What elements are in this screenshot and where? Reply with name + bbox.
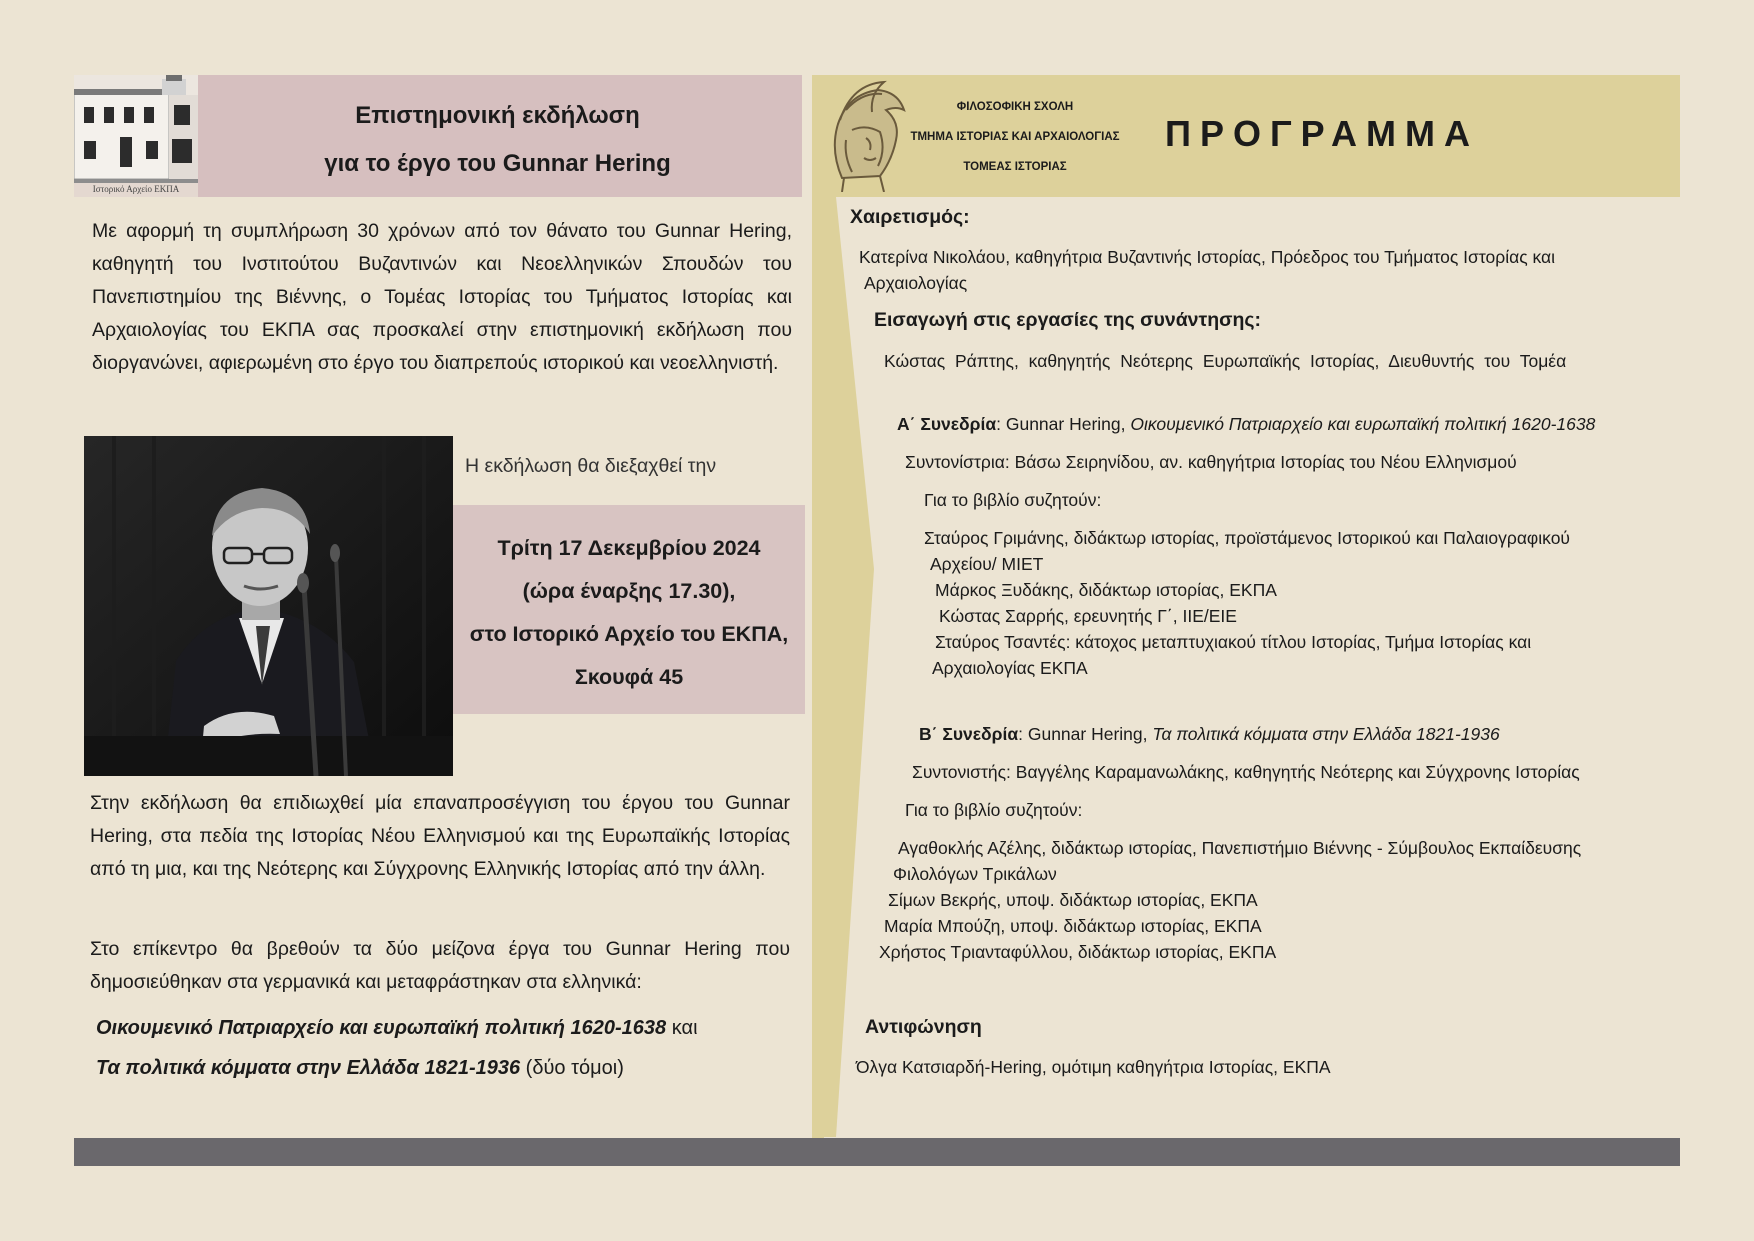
session-a-label: Α΄ Συνεδρία (897, 414, 997, 434)
session-b-book: Τα πολιτικά κόμματα στην Ελλάδα 1821-1936 (1152, 724, 1500, 744)
athena-emblem-icon (822, 80, 910, 192)
session-a-title (897, 411, 1595, 437)
session-b-discussant-3: Μαρία Μπούζη, υποψ. διδάκτωρ ιστορίας, ΕΚΠΑ (884, 916, 1262, 936)
session-a-discussant-3: Κώστας Σαρρής, ερευνητής Γ΄, ΙΙΕ/ΕΙΕ (939, 606, 1237, 626)
event-address: Σκουφά 45 (574, 665, 684, 689)
book-1-suffix: και (666, 1017, 698, 1039)
response-speaker: Όλγα Κατσιαρδή-Hering, ομότιμη καθηγήτρια Ιστορίας, ΕΚΠΑ (856, 1057, 1331, 1077)
event-date-details (453, 527, 805, 699)
greetings-speaker: Κατερίνα Νικολάου, καθηγήτρια Βυζαντινής Ιστορίας, Πρόεδρος του Τμήματος Ιστορίας και (859, 247, 1556, 267)
session-a-discussant-1-cont: Αρχείου/ ΜΙΕΤ (930, 554, 1044, 574)
book-2 (96, 1048, 624, 1088)
session-b-discussant-2: Σίμων Βεκρής, υποψ. διδάκτωρ ιστορίας, ΕΚΠΑ (888, 890, 1258, 910)
book-2-title: Τα πολιτικά κόμματα στην Ελλάδα 1821-1936 (96, 1057, 521, 1079)
description-paragraph-2: Στο επίκεντρο θα βρεθούν τα δύο μείζονα έργα του Gunnar Hering που δημοσιεύθηκαν στα γερμανικά και μεταφράστηκαν στα ελληνικά: (90, 938, 790, 993)
book-2-suffix: (δύο τόμοι) (520, 1057, 624, 1079)
event-title-line2: για το έργο του Gunnar Hering (324, 150, 671, 177)
response-heading: Αντιφώνηση (865, 1016, 982, 1038)
session-b-chair: Συντονιστής: Βαγγέλης Καραμανωλάκης, καθηγητής Νεότερης και Σύγχρονης Ιστορίας (912, 762, 1580, 782)
intro-paragraph: Με αφορμή τη συμπλήρωση 30 χρόνων από τον θάνατο του Gunnar Hering, καθηγητή του Ινστιτούτου Βυζαντινών και Νεοελληνικών Σπουδών του Πανεπιστημίου της Βιέννης, ο Τομέας Ιστορίας του Τμήματος Ιστορίας και Αρχαιολογίας του ΕΚΠΑ σας προσκαλεί στην επιστημονική εκδήλωση που διοργανώνει, αφιερωμένη στο έργο του διαπρεπούς ιστορικού και νεοελληνιστή. (92, 220, 792, 374)
book-1-title: Οικουμενικό Πατριαρχείο και ευρωπαϊκή πολιτική 1620-1638 (96, 1017, 667, 1039)
panel-divider (812, 75, 824, 1138)
event-title-line1: Επιστημονική εκδήλωση (355, 102, 640, 129)
session-b-label: Β΄ Συνεδρία (919, 724, 1019, 744)
event-held-text: Η εκδήλωση θα διεξαχθεί την (465, 455, 717, 477)
intro-heading: Εισαγωγή στις εργασίες της συνάντησης: (874, 309, 1262, 331)
session-a-book: Οικουμενικό Πατριαρχείο και ευρωπαϊκή πολιτική 1620-1638 (1130, 414, 1596, 434)
session-b-discussants-heading: Για το βιβλίο συζητούν: (905, 800, 1083, 820)
greetings-heading: Χαιρετισμός: (850, 206, 970, 228)
programme-title: ΠΡΟΓΡΑΜΜΑ (1165, 113, 1479, 154)
intro-speaker: Κώστας Ράπτης, καθηγητής Νεότερης Ευρωπαϊκής Ιστορίας, Διευθυντής του Τομέα (884, 351, 1567, 371)
session-a-author: : Gunnar Hering, (996, 414, 1131, 434)
session-b-discussant-4: Χρήστος Τριανταφύλλου, διδάκτωρ ιστορίας, ΕΚΠΑ (879, 942, 1277, 962)
department-name: ΤΜΗΜΑ ΙΣΤΟΡΙΑΣ ΚΑΙ ΑΡΧΑΙΟΛΟΓΙΑΣ (910, 131, 1120, 143)
session-a-discussants-heading: Για το βιβλίο συζητούν: (924, 490, 1102, 510)
section-name: ΤΟΜΕΑΣ ΙΣΤΟΡΙΑΣ (963, 161, 1067, 173)
session-a-discussant-4-cont: Αρχαιολογίας ΕΚΠΑ (932, 658, 1088, 678)
session-b-author: : Gunnar Hering, (1018, 724, 1153, 744)
session-b-title (919, 721, 1500, 747)
session-b-discussant-1-cont: Φιλολόγων Τρικάλων (893, 864, 1057, 884)
greetings-speaker-cont: Αρχαιολογίας (864, 273, 968, 293)
decorative-wedge (824, 197, 874, 1137)
event-venue: στο Ιστορικό Αρχείο του ΕΚΠΑ, (469, 622, 789, 646)
event-title (220, 92, 775, 188)
session-b-discussant-1: Αγαθοκλής Αζέλης, διδάκτωρ ιστορίας, Πανεπιστήμιο Βιέννης - Σύμβουλος Εκπαίδευσης (898, 838, 1582, 858)
footer-bar (74, 1138, 1680, 1166)
logo-caption: Ιστορικό Αρχείο ΕΚΠΑ (92, 184, 180, 194)
faculty-name: ΦΙΛΟΣΟΦΙΚΗ ΣΧΟΛΗ (956, 101, 1074, 113)
session-a-chair: Συντονίστρια: Βάσω Σειρηνίδου, αν. καθηγήτρια Ιστορίας του Νέου Ελληνισμού (905, 452, 1517, 472)
description-paragraph-1: Στην εκδήλωση θα επιδιωχθεί μία επαναπροσέγγιση του έργου του Gunnar Hering, στα πεδία της Ιστορίας Νέου Ελληνισμού και της Ευρωπαϊκής Ιστορίας από τη μια, και της Νεότερης και Σύγχρονης Ελληνικής Ιστορίας από την άλλη. (90, 792, 790, 880)
book-1 (96, 1008, 698, 1048)
session-a-discussant-4: Σταύρος Τσαντές: κάτοχος μεταπτυχιακού τίτλου Ιστορίας, Τμήμα Ιστορίας και (935, 632, 1532, 652)
archive-building-logo (74, 75, 198, 197)
event-date: Τρίτη 17 Δεκεμβρίου 2024 (497, 536, 761, 560)
gunnar-hering-photo (84, 436, 453, 776)
session-a-discussant-2: Μάρκος Ξυδάκης, διδάκτωρ ιστορίας, ΕΚΠΑ (935, 580, 1277, 600)
faculty-block (900, 92, 1130, 182)
session-a-discussant-1: Σταύρος Γριμάνης, διδάκτωρ ιστορίας, προϊστάμενος Ιστορικού και Παλαιογραφικού (924, 528, 1571, 548)
event-start-time: (ώρα έναρξης 17.30), (522, 579, 736, 603)
